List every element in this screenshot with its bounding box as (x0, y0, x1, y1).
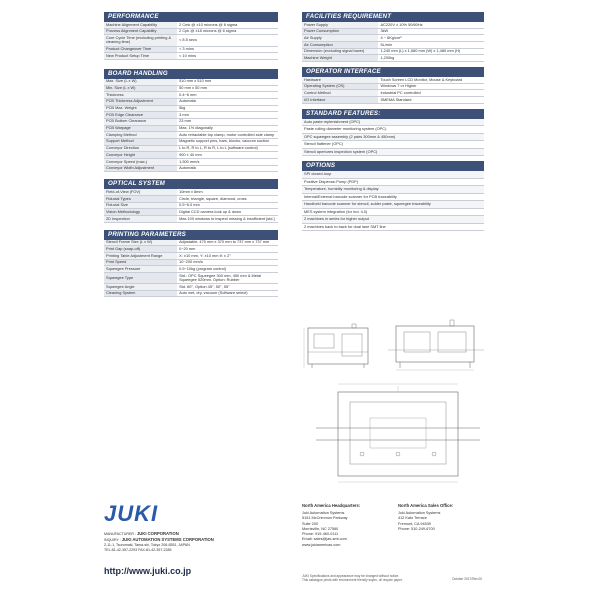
spec-label: Conveyor Direction (104, 145, 177, 152)
feature-item: Internal/External barcode scanner for PCB traceability (302, 194, 484, 201)
spec-label: PCB Edge Clearance (104, 112, 177, 119)
spec-value: Touch Screen LCD Monitor, Mouse & Keyboard (378, 77, 484, 83)
spec-row (302, 83, 484, 90)
manufacturer-label: MANUFACTURER : (104, 532, 136, 536)
disclaimer-line: This catalogue prints with environment friendly soybn, oil recycle paper. (302, 578, 403, 583)
spec-row (104, 272, 278, 283)
feature-item: Paste rolling diameter monitoring system (OPC) (302, 126, 484, 133)
operator-interface-table (302, 77, 484, 104)
address-line: Juki Automation Systems (398, 510, 441, 515)
juki-logo (104, 503, 192, 523)
feature-item: SPI closed-loop (302, 171, 484, 178)
spec-value: Max.100 windows to inspect missing & insufficient [std.] (177, 215, 278, 222)
spec-label: Conveyor Speed (max.) (104, 158, 177, 165)
spec-value: Automatic (177, 98, 278, 105)
spec-row (104, 46, 278, 53)
spec-label: Process Alignment Capability (104, 28, 177, 35)
spec-row (104, 158, 278, 165)
spec-value: Magnetic support pins, bars, blocks, vacuum suction (177, 138, 278, 145)
spec-value: Industrial PC controlled (378, 90, 484, 97)
spec-row (302, 42, 484, 49)
address-line: Email: sales@jas-smt.com (302, 537, 347, 542)
feature-item: 2 machines back to back for dual lane SMT line (302, 224, 484, 231)
spec-label: Machine Alignment Capability (104, 22, 177, 28)
manufacturer-address: 2-11-1, Tsurumaki, Tama-shi, Tokyo 206-8551, JAPAN (104, 543, 190, 548)
operator-interface-title: OPERATOR INTERFACE (302, 67, 484, 77)
spec-value: X: ±10 mm, Y: ±10 mm θ: ± 2° (177, 252, 278, 259)
spec-value: 5kg (177, 105, 278, 112)
optical-system-title: OPTICAL SYSTEM (104, 179, 278, 189)
address-line: Morrisville, NC 27560 (302, 526, 339, 531)
spec-label: Squeegee Type (104, 272, 177, 283)
spec-label: Support Method (104, 138, 177, 145)
spec-label: PCB Bottom Clearance (104, 118, 177, 125)
spec-label: Max. Size (L x W) (104, 79, 177, 85)
options-list (302, 171, 484, 231)
feature-item: Auto paste replenishment (OPC) (302, 119, 484, 126)
spec-label: Fiducial Size (104, 202, 177, 209)
spec-row (104, 92, 278, 99)
standard-features-list (302, 119, 484, 156)
spec-label: PCB Thickness Adjustment (104, 98, 177, 105)
feature-item: Handheld barcode scanner for stencil, solder paste, squeegee traceability (302, 201, 484, 208)
spec-row (104, 152, 278, 159)
spec-row (104, 85, 278, 92)
manufacturer-phone: TEL:81-42-357-2293 FAX:81-42-357-2285 (104, 548, 172, 553)
spec-label: Stencil Frame Size (L x W) (104, 240, 177, 246)
spec-label: Core Cycle Time (excluding printing & cleaning time) (104, 35, 177, 46)
spec-row (104, 118, 278, 125)
address-line: Phone: 510-249-6700 (398, 526, 435, 531)
feature-item: Positive Dispense-Pump (PDP) (302, 179, 484, 186)
address-line: Phone: 919-460-0111 (302, 532, 339, 537)
feature-item: OPC squeegee assembly (2 pairs 300mm & 450mm) (302, 134, 484, 141)
spec-value: Adjustable, 470 mm x 370 mm to 737 mm x 737 mm (177, 240, 278, 246)
spec-value: 0.4~6 mm (177, 92, 278, 99)
spec-value: Std.: OPC Squeegee 300 mm, 450 mm & Metal Squeegee 520mm. Option: Rubber (177, 272, 278, 283)
address-line: 5151 McCrimmon Parkway (302, 516, 348, 521)
spec-value: 510 mm x 510 mm (177, 79, 278, 85)
spec-value: L to R, R to L, R to R, L to L (software control) (177, 145, 278, 152)
spec-label: Control Method (302, 90, 378, 97)
spec-row (302, 28, 484, 35)
spec-row (302, 48, 484, 55)
website-link[interactable]: http://www.juki.co.jp (104, 566, 192, 576)
document-number: October 2017/Rev.00 (452, 577, 483, 581)
standard-features-title: STANDARD FEATURES: (302, 109, 484, 119)
performance-table (104, 22, 278, 60)
spec-value: 23 mm (177, 118, 278, 125)
spec-row (104, 125, 278, 132)
na-headquarters-title: North America Headquarters: (302, 503, 361, 508)
spec-label: Operating System (OS) (302, 83, 378, 90)
spec-value: 3kW (378, 28, 484, 35)
spec-label: Thickness (104, 92, 177, 99)
feature-item: MES system integration (for Ind. 4.0) (302, 209, 484, 216)
spec-value: AC220V ± 10% 50/60Hz (378, 22, 484, 28)
spec-label: Air Supply (302, 35, 378, 42)
spec-label: Conveyor Width Adjustment (104, 165, 177, 172)
board-handling-table (104, 79, 278, 172)
spec-label: 2D Inspection (104, 215, 177, 222)
spec-label: Power Supply (302, 22, 378, 28)
optical-system-table (104, 189, 278, 222)
spec-label: Dimension (excluding signal tower) (302, 48, 378, 55)
spec-row (104, 284, 278, 291)
spec-value: 0.5~6.0 mm (177, 202, 278, 209)
spec-label: Squeegee Pressure (104, 266, 177, 273)
facilities-table (302, 22, 484, 62)
spec-value: 1,200kg (378, 55, 484, 62)
spec-label: Air Consumption (302, 42, 378, 49)
spec-value: Automatic (177, 165, 278, 172)
spec-value: 4 ~ 6Kg/cm² (378, 35, 484, 42)
disclaimer (302, 574, 452, 582)
manufacturer-name: JUKI CORPORATION (136, 531, 179, 536)
spec-label: Clamping Method (104, 132, 177, 139)
spec-label: Fiducial Types (104, 195, 177, 202)
board-handling-title: BOARD HANDLING (104, 69, 278, 79)
spec-row (104, 209, 278, 216)
address-line: Suite 200 (302, 521, 319, 526)
spec-value: Std. 60°, Option 45°, 50°, 55° (177, 284, 278, 291)
spec-value: 900 ± 40 mm (177, 152, 278, 159)
spec-value: 1,240 mm (L) x 1,580 mm (W) x 1,480 mm (H) (378, 48, 484, 55)
manufacturer-block (104, 531, 274, 553)
spec-label: Machine Weight (302, 55, 378, 62)
performance-title: PERFORMANCE (104, 12, 278, 22)
feature-item: Temperature, humidity monitoring & display (302, 186, 484, 193)
spec-label: Print Gap (snap-off) (104, 246, 177, 253)
spec-value: < 10 mins (177, 53, 278, 60)
printing-parameters-title: PRINTING PARAMETERS (104, 230, 278, 240)
spec-row (104, 246, 278, 253)
spec-value: 10~200 mm/s (177, 259, 278, 266)
spec-value: 1,500 mm/s (177, 158, 278, 165)
na-headquarters-block (302, 503, 360, 548)
left-column (104, 12, 278, 297)
inquiry-name: JUKI AUTOMATION SYSTEMS CORPORATION (121, 537, 214, 543)
spec-label: Squeegee Angle (104, 284, 177, 291)
address-line: www.jukiamericas.com (302, 542, 341, 547)
spec-value: 0~20 mm (177, 246, 278, 253)
printing-parameters-table (104, 240, 278, 298)
spec-row (104, 145, 278, 152)
spec-label: Power Consumption (302, 28, 378, 35)
spec-value: Auto wet, dry, vacuum (Software select) (177, 290, 278, 297)
spec-row (104, 290, 278, 297)
spec-row (104, 98, 278, 105)
spec-value: 5L/min (378, 42, 484, 49)
disclaimer-line: JUKI Specifications and appearance may be changed without notice. (302, 574, 400, 578)
spec-value: 3 mm (177, 112, 278, 119)
feature-item: Stencil flattener (OPC) (302, 141, 484, 148)
spec-label: I/O Interface (302, 97, 378, 104)
spec-row (104, 215, 278, 222)
spec-row (104, 112, 278, 119)
spec-label: Hardware (302, 77, 378, 83)
spec-label: Cleaning System (104, 290, 177, 297)
spec-row (104, 252, 278, 259)
machine-side-view-drawing (388, 318, 484, 372)
machine-top-view-drawing (314, 378, 482, 490)
spec-row (302, 55, 484, 62)
feature-item: 2 machines in series for higher output (302, 216, 484, 223)
address-line: 412 Kato Terrace (398, 516, 427, 521)
spec-row (302, 35, 484, 42)
spec-row (104, 105, 278, 112)
spec-row (104, 28, 278, 35)
spec-value: 50 mm x 50 mm (177, 85, 278, 92)
address-line: Juki Automation Systems (302, 510, 345, 515)
na-sales-block (398, 503, 453, 532)
inquiry-label: INQUIRY : (104, 538, 121, 543)
facilities-title: FACILITIES REQUIREMENT (302, 12, 484, 22)
spec-value: 2 Cpk @ ±18 microns @ 6 sigma (177, 28, 278, 35)
juki-logo-text: JUKI (104, 503, 159, 523)
address-line: Fremont, CA 94539 (398, 521, 431, 526)
spec-row (104, 165, 278, 172)
spec-row (302, 97, 484, 104)
spec-value: < 3 mins (177, 46, 278, 53)
spec-value: < 8.5 secs (177, 35, 278, 46)
spec-label: Print Speed (104, 259, 177, 266)
spec-value: Digital CCD camera look up & down (177, 209, 278, 216)
spec-row (104, 195, 278, 202)
spec-value: 2 Cmk @ ±10 microns @ 6 sigma (177, 22, 278, 28)
spec-row (104, 138, 278, 145)
spec-label: Min. Size (L x W) (104, 85, 177, 92)
spec-label: New Product Setup Time (104, 53, 177, 60)
spec-value: Circle, triangle, square, diamond, cross (177, 195, 278, 202)
spec-value: Windows 7 or Higher (378, 83, 484, 90)
spec-row (104, 132, 278, 139)
spec-label: Field-of-View (FOV) (104, 189, 177, 195)
spec-label: Printing Table Adjustment Range (104, 252, 177, 259)
spec-value: SMEMA Standard (378, 97, 484, 104)
spec-value: Auto retractable top clamp, motor controlled side clamp (177, 132, 278, 139)
spec-label: Product Changeover Time (104, 46, 177, 53)
spec-row (104, 259, 278, 266)
spec-value: Max. 1% diagonally (177, 125, 278, 132)
spec-row (302, 90, 484, 97)
feature-item: Stencil apertures inspection system (OPC) (302, 149, 484, 156)
right-column (302, 12, 484, 231)
spec-row (104, 53, 278, 60)
spec-row (104, 266, 278, 273)
spec-value: 10mm x 8mm (177, 189, 278, 195)
options-title: OPTIONS (302, 161, 484, 171)
spec-label: PCB Warpage (104, 125, 177, 132)
spec-label: Vision Methodology (104, 209, 177, 216)
spec-row (104, 202, 278, 209)
spec-row (104, 35, 278, 46)
spec-value: 0.5~10kg (program control) (177, 266, 278, 273)
machine-front-view-drawing (302, 322, 382, 372)
na-sales-title: North America Sales Office: (398, 503, 454, 508)
spec-label: Conveyor Height (104, 152, 177, 159)
spec-label: PCB Max. Weight (104, 105, 177, 112)
